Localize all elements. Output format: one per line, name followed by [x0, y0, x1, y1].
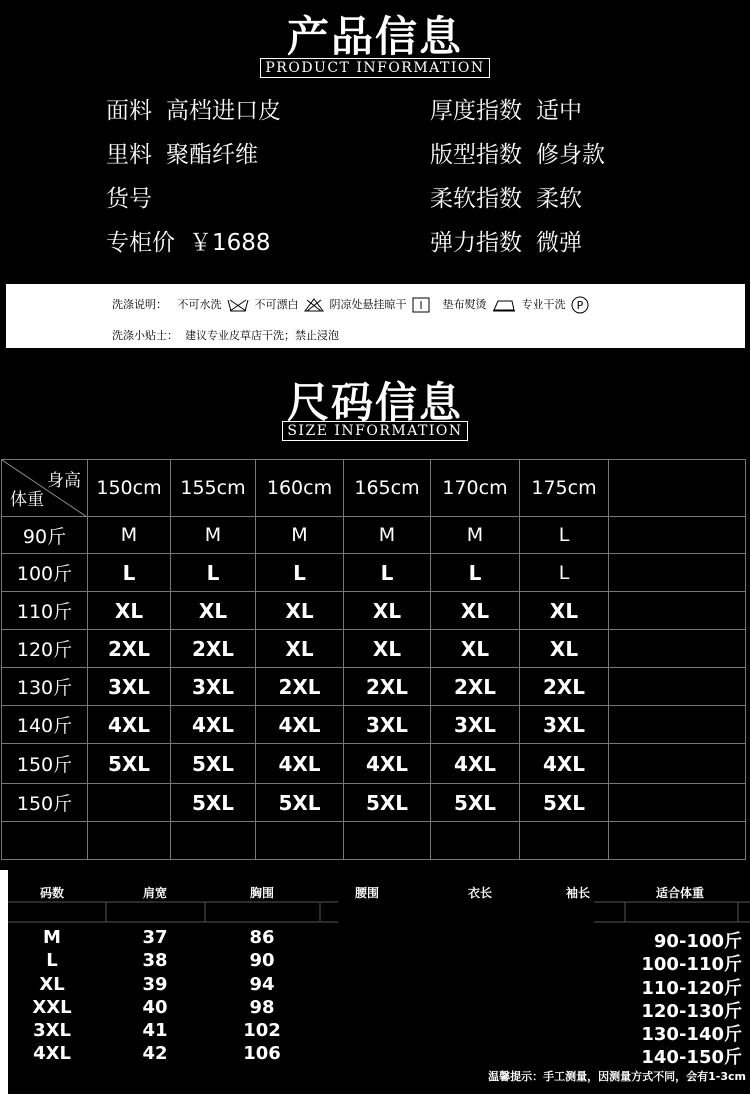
empty-cell: [256, 822, 344, 860]
size-cell: 4XL: [88, 706, 171, 744]
size-cell: XL: [171, 592, 256, 630]
size-cell: L: [344, 554, 431, 592]
size-cell: 5XL: [520, 784, 609, 822]
size-cell: 5XL: [171, 784, 256, 822]
info-lining: [106, 136, 258, 169]
measure-shoulder: 40: [142, 997, 168, 1018]
care-item: 垫布熨烫: [442, 298, 487, 311]
weight-cell: 90斤: [2, 517, 88, 554]
measure-size: XXL: [32, 997, 72, 1018]
empty-cell: [609, 517, 746, 554]
info-elasticity: [430, 224, 582, 257]
header-fit-weight: 适合体重: [655, 886, 704, 900]
size-cell: 3XL: [431, 706, 520, 744]
size-cell: 5XL: [431, 784, 520, 822]
care-item: 不可漂白: [254, 298, 299, 311]
size-row: [2, 744, 746, 784]
care-line-1: [112, 296, 591, 314]
empty-cell: [609, 460, 746, 517]
size-cell: 5XL: [171, 744, 256, 784]
size-cell: XL: [88, 592, 171, 630]
measure-weight: 110-120斤: [641, 978, 742, 999]
size-cell: XL: [256, 630, 344, 668]
corner-bottom-label: 体重: [10, 490, 44, 510]
size-cell: 4XL: [520, 744, 609, 784]
measure-shoulder: 38: [142, 950, 168, 971]
no-bleach-icon: [304, 298, 324, 312]
size-cell: 4XL: [344, 744, 431, 784]
info-label: 面料: [106, 98, 152, 124]
empty-cell: [609, 744, 746, 784]
height-header: 150cm: [88, 460, 171, 517]
size-cell: L: [88, 554, 171, 592]
header-chest: 胸围: [249, 886, 274, 900]
measure-size: L: [46, 950, 58, 971]
size-cell: XL: [431, 592, 520, 630]
info-value: ￥1688: [189, 230, 271, 256]
info-price: [106, 224, 271, 257]
info-label: 柔软指数: [430, 186, 522, 212]
weight-cell: 150斤: [2, 744, 88, 784]
size-cell: 5XL: [256, 784, 344, 822]
size-cell: 2XL: [431, 668, 520, 706]
size-row: [2, 554, 746, 592]
size-cell: M: [88, 517, 171, 554]
size-cell: 2XL: [88, 630, 171, 668]
size-cell: L: [431, 554, 520, 592]
care-line-2: [112, 327, 339, 343]
info-label: 弹力指数: [430, 230, 522, 256]
size-cell: XL: [520, 592, 609, 630]
empty-cell: [609, 592, 746, 630]
size-cell: [88, 784, 171, 822]
size-cell: 3XL: [520, 706, 609, 744]
no-wash-icon: [227, 298, 249, 312]
measure-size: 3XL: [33, 1020, 71, 1041]
size-title: 尺码信息: [286, 378, 463, 427]
info-label: 厚度指数: [430, 98, 522, 124]
size-row: [2, 706, 746, 744]
svg-text:P: P: [576, 299, 584, 312]
size-cell: 3XL: [171, 668, 256, 706]
measure-size: XL: [39, 974, 65, 995]
info-fit: [430, 136, 605, 169]
care-item: 不可水洗: [177, 298, 222, 311]
info-value: 适中: [536, 98, 582, 124]
info-label: 里料: [106, 142, 152, 168]
measure-weight: 130-140斤: [641, 1024, 742, 1045]
weight-cell: 110斤: [2, 592, 88, 630]
size-cell: 5XL: [344, 784, 431, 822]
size-cell: 4XL: [256, 706, 344, 744]
size-cell: XL: [344, 630, 431, 668]
empty-cell: [88, 822, 171, 860]
size-cell: M: [431, 517, 520, 554]
height-header: 175cm: [520, 460, 609, 517]
size-cell: 2XL: [520, 668, 609, 706]
size-cell: 3XL: [344, 706, 431, 744]
info-label: 货号: [106, 186, 152, 212]
measure-chest: 106: [243, 1043, 281, 1064]
size-cell: 2XL: [256, 668, 344, 706]
size-cell: XL: [344, 592, 431, 630]
care-label: 洗涤说明：: [112, 298, 167, 311]
hang-dry-icon: [412, 297, 430, 313]
weight-cell: 120斤: [2, 630, 88, 668]
measure-weight: 120-130斤: [641, 1001, 742, 1022]
empty-cell: [431, 822, 520, 860]
size-cell: 4XL: [431, 744, 520, 784]
info-value: 修身款: [536, 142, 605, 168]
measure-shoulder: 41: [142, 1020, 168, 1041]
empty-cell: [609, 554, 746, 592]
size-cell: 2XL: [171, 630, 256, 668]
measure-chest: 86: [249, 927, 275, 948]
info-label: 专柜价: [106, 230, 175, 256]
info-softness: [430, 180, 582, 213]
header-waist: 腰围: [354, 886, 379, 900]
size-subtitle: SIZE INFORMATION: [282, 421, 467, 441]
care-panel: [6, 284, 745, 348]
info-value: 高档进口皮: [166, 98, 281, 124]
size-cell: L: [520, 517, 609, 554]
measure-chest: 90: [249, 950, 275, 971]
empty-cell: [609, 630, 746, 668]
height-header: 170cm: [431, 460, 520, 517]
care-item: 阴凉处悬挂晾干: [329, 298, 407, 311]
header-sleeve: 袖长: [565, 886, 590, 900]
care-tip-label: 洗涤小贴士：: [112, 329, 178, 342]
iron-icon: [492, 298, 516, 312]
product-title: 产品信息: [286, 12, 463, 61]
size-cell: 2XL: [344, 668, 431, 706]
corner-top-label: 身高: [47, 471, 81, 491]
empty-cell: [609, 706, 746, 744]
empty-cell: [2, 822, 88, 860]
measure-size: M: [43, 927, 61, 948]
size-cell: M: [171, 517, 256, 554]
size-row: [2, 517, 746, 554]
info-value: 聚酯纤维: [166, 142, 258, 168]
size-cell: L: [520, 554, 609, 592]
info-value: 微弹: [536, 230, 582, 256]
care-item: 专业干洗: [521, 298, 566, 311]
size-cell: L: [256, 554, 344, 592]
size-row: [2, 630, 746, 668]
empty-cell: [609, 784, 746, 822]
product-subtitle: PRODUCT INFORMATION: [260, 58, 489, 78]
empty-cell: [609, 668, 746, 706]
size-row-empty: [2, 822, 746, 860]
empty-cell: [609, 822, 746, 860]
weight-cell: 130斤: [2, 668, 88, 706]
measure-weight: 90-100斤: [653, 931, 742, 952]
weight-cell: 140斤: [2, 706, 88, 744]
measure-shoulder: 37: [142, 927, 168, 948]
size-cell: M: [256, 517, 344, 554]
size-cell: 4XL: [171, 706, 256, 744]
measure-note: 温馨提示：手工测量，因测量方式不同，会有1-3cm: [488, 1070, 746, 1083]
size-cell: L: [171, 554, 256, 592]
height-header: 165cm: [344, 460, 431, 517]
height-header: 155cm: [171, 460, 256, 517]
measure-shoulder: 42: [142, 1043, 168, 1064]
size-cell: M: [344, 517, 431, 554]
measure-chest: 102: [243, 1020, 281, 1041]
header-shoulder: 肩宽: [142, 886, 167, 900]
measure-shoulder: 39: [142, 974, 168, 995]
size-row: [2, 668, 746, 706]
care-tip-text: 建议专业皮草店干洗；禁止浸泡: [185, 329, 339, 342]
height-header: 160cm: [256, 460, 344, 517]
size-header-row: [2, 460, 746, 517]
size-row: [2, 784, 746, 822]
size-cell: XL: [431, 630, 520, 668]
info-fabric: [106, 92, 281, 125]
empty-cell: [344, 822, 431, 860]
size-cell: 3XL: [88, 668, 171, 706]
measure-chest: 98: [249, 997, 275, 1018]
info-label: 版型指数: [430, 142, 522, 168]
size-row: [2, 592, 746, 630]
info-value: 柔软: [536, 186, 582, 212]
empty-cell: [171, 822, 256, 860]
weight-cell: 150斤: [2, 784, 88, 822]
size-cell: 4XL: [256, 744, 344, 784]
info-thickness: [430, 92, 582, 125]
header-size: 码数: [39, 886, 64, 900]
weight-cell: 100斤: [2, 554, 88, 592]
measure-weight: 140-150斤: [641, 1047, 742, 1068]
measure-size: 4XL: [33, 1043, 71, 1064]
header-length: 衣长: [467, 886, 492, 900]
size-cell: 5XL: [88, 744, 171, 784]
measure-chest: 94: [249, 974, 275, 995]
dry-clean-p-icon: [571, 296, 589, 314]
measure-weight: 100-110斤: [641, 954, 742, 975]
size-cell: XL: [520, 630, 609, 668]
info-item-no: [106, 180, 166, 213]
corner-cell: [2, 460, 88, 517]
empty-cell: [520, 822, 609, 860]
size-cell: XL: [256, 592, 344, 630]
size-table: [1, 459, 746, 860]
